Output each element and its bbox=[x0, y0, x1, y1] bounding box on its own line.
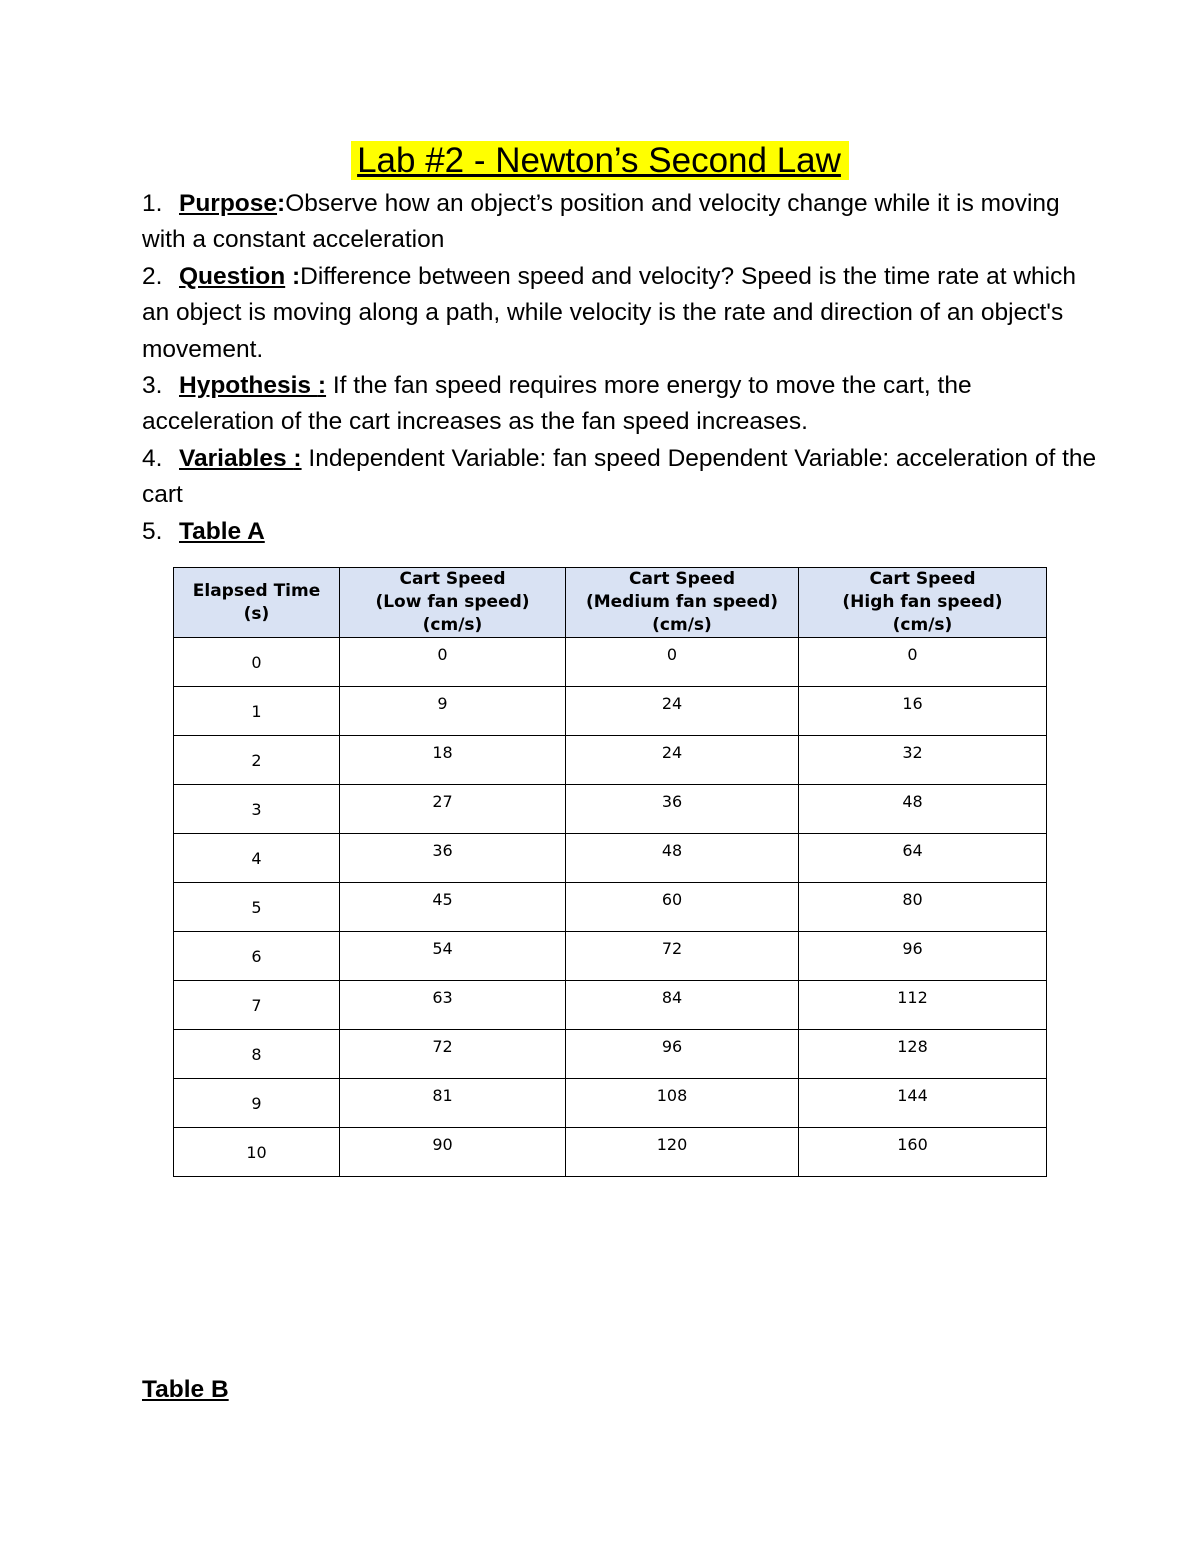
section-hypothesis bbox=[142, 368, 1102, 441]
header-low-fan-speed: Cart Speed (Low fan speed) (cm/s) bbox=[340, 568, 566, 638]
medium-fan-speed-cell: 36 bbox=[566, 785, 799, 834]
variables-text: Independent Variable: fan speed Dependent Variable: acceleration of the cart bbox=[142, 444, 1097, 509]
medium-fan-speed-cell: 48 bbox=[566, 834, 799, 883]
heading-separator: : bbox=[277, 190, 286, 217]
medium-fan-speed-cell: 24 bbox=[566, 687, 799, 736]
low-fan-speed-cell: 72 bbox=[340, 1030, 566, 1079]
hypothesis-text: If the fan speed requires more energy to move the cart, the acceleration of the cart increases as the fan speed increases. bbox=[142, 372, 972, 436]
high-fan-speed-cell: 16 bbox=[799, 687, 1047, 736]
low-fan-speed-cell: 54 bbox=[340, 932, 566, 981]
elapsed-time-cell: 6 bbox=[174, 932, 340, 981]
elapsed-time-cell: 10 bbox=[174, 1128, 340, 1177]
high-fan-speed-cell: 128 bbox=[799, 1030, 1047, 1079]
table-row bbox=[174, 687, 1047, 736]
high-fan-speed-cell: 64 bbox=[799, 834, 1047, 883]
elapsed-time-cell: 2 bbox=[174, 736, 340, 785]
elapsed-time-cell: 4 bbox=[174, 834, 340, 883]
elapsed-time-cell: 9 bbox=[174, 1079, 340, 1128]
section-table-a bbox=[142, 514, 1102, 550]
heading-separator: : bbox=[285, 262, 301, 290]
low-fan-speed-cell: 0 bbox=[340, 638, 566, 687]
medium-fan-speed-cell: 120 bbox=[566, 1128, 799, 1177]
header-medium-fan-speed: Cart Speed (Medium fan speed) (cm/s) bbox=[566, 568, 799, 638]
low-fan-speed-cell: 9 bbox=[340, 687, 566, 736]
item-number: 2. bbox=[142, 262, 163, 290]
item-number: 5. bbox=[142, 517, 163, 545]
medium-fan-speed-cell: 0 bbox=[566, 638, 799, 687]
medium-fan-speed-cell: 72 bbox=[566, 932, 799, 981]
high-fan-speed-cell: 160 bbox=[799, 1128, 1047, 1177]
high-fan-speed-cell: 0 bbox=[799, 638, 1047, 687]
question-heading: Question bbox=[179, 262, 286, 290]
section-question bbox=[142, 259, 1102, 368]
table-row bbox=[174, 736, 1047, 785]
table-a bbox=[173, 567, 1047, 1177]
item-number: 3. bbox=[142, 372, 163, 400]
low-fan-speed-cell: 81 bbox=[340, 1079, 566, 1128]
medium-fan-speed-cell: 24 bbox=[566, 736, 799, 785]
elapsed-time-cell: 8 bbox=[174, 1030, 340, 1079]
table-row bbox=[174, 1128, 1047, 1177]
high-fan-speed-cell: 112 bbox=[799, 981, 1047, 1030]
section-variables bbox=[142, 441, 1102, 514]
heading-separator: : bbox=[293, 444, 302, 472]
title-text: Lab #2 - Newton’s Second Law bbox=[351, 141, 849, 180]
table-row bbox=[174, 785, 1047, 834]
medium-fan-speed-cell: 96 bbox=[566, 1030, 799, 1079]
table-body bbox=[174, 638, 1047, 1177]
header-elapsed-time: Elapsed Time (s) bbox=[174, 568, 340, 638]
table-row bbox=[174, 638, 1047, 687]
medium-fan-speed-cell: 108 bbox=[566, 1079, 799, 1128]
high-fan-speed-cell: 80 bbox=[799, 883, 1047, 932]
section-purpose bbox=[142, 186, 1102, 259]
elapsed-time-cell: 0 bbox=[174, 638, 340, 687]
low-fan-speed-cell: 63 bbox=[340, 981, 566, 1030]
low-fan-speed-cell: 27 bbox=[340, 785, 566, 834]
item-number: 4. bbox=[142, 444, 163, 472]
low-fan-speed-cell: 90 bbox=[340, 1128, 566, 1177]
hypothesis-heading: Hypothesis bbox=[179, 372, 318, 400]
table-row bbox=[174, 1079, 1047, 1128]
table-b-heading: Table B bbox=[142, 1376, 229, 1403]
elapsed-time-cell: 7 bbox=[174, 981, 340, 1030]
elapsed-time-cell: 3 bbox=[174, 785, 340, 834]
high-fan-speed-cell: 96 bbox=[799, 932, 1047, 981]
document-title bbox=[0, 138, 1200, 184]
variables-heading: Variables bbox=[179, 444, 294, 472]
question-text: Difference between speed and velocity? Speed is the time rate at which an object is moving along a path, while velocity is the rate and direction of an object's movement. bbox=[142, 262, 1076, 363]
purpose-text: Observe how an object’s position and velocity change while it is moving with a constant acceleration bbox=[142, 190, 1060, 254]
table-row bbox=[174, 1030, 1047, 1079]
table-row bbox=[174, 883, 1047, 932]
high-fan-speed-cell: 48 bbox=[799, 785, 1047, 834]
table-row bbox=[174, 932, 1047, 981]
table-header-row bbox=[174, 568, 1047, 638]
table-row bbox=[174, 981, 1047, 1030]
low-fan-speed-cell: 18 bbox=[340, 736, 566, 785]
lab-sections bbox=[142, 186, 1102, 550]
medium-fan-speed-cell: 84 bbox=[566, 981, 799, 1030]
heading-separator: : bbox=[317, 372, 327, 400]
table-row bbox=[174, 834, 1047, 883]
header-high-fan-speed: Cart Speed (High fan speed) (cm/s) bbox=[799, 568, 1047, 638]
high-fan-speed-cell: 32 bbox=[799, 736, 1047, 785]
medium-fan-speed-cell: 60 bbox=[566, 883, 799, 932]
item-number: 1. bbox=[142, 190, 163, 217]
low-fan-speed-cell: 36 bbox=[340, 834, 566, 883]
purpose-heading: Purpose bbox=[179, 190, 278, 217]
table-a-heading: Table A bbox=[179, 517, 265, 545]
elapsed-time-cell: 5 bbox=[174, 883, 340, 932]
low-fan-speed-cell: 45 bbox=[340, 883, 566, 932]
high-fan-speed-cell: 144 bbox=[799, 1079, 1047, 1128]
elapsed-time-cell: 1 bbox=[174, 687, 340, 736]
